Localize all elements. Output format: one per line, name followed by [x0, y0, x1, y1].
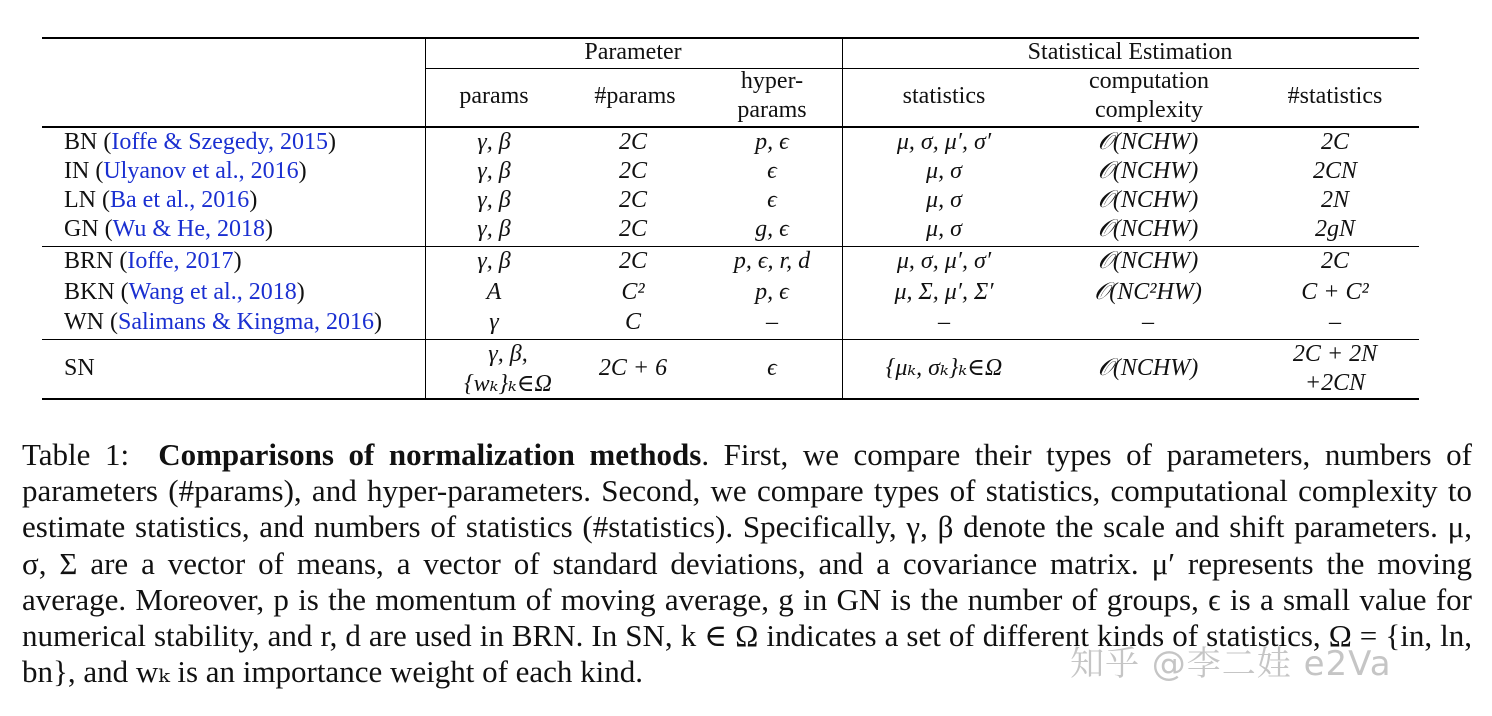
- method-name: LN (Ba et al., 2016): [64, 187, 258, 213]
- method-name: WN (Salimans & Kingma, 2016): [64, 309, 382, 335]
- method-abbrev: IN: [64, 158, 90, 184]
- sn-complexity: 𝒪(NCHW): [1097, 355, 1199, 381]
- cell-hyper: g, ϵ: [755, 216, 789, 242]
- col-header-hyper-line2: params: [737, 97, 807, 123]
- citation-link[interactable]: Ioffe, 2017: [127, 248, 234, 274]
- sn-statistics: {μₖ, σₖ}ₖ∈Ω: [885, 355, 1003, 381]
- cell-complexity: 𝒪(NCHW): [1097, 248, 1199, 274]
- cell-params: γ, β: [477, 216, 511, 242]
- cell-statistics: μ, σ: [926, 216, 962, 242]
- sn-params-line2: {wₖ}ₖ∈Ω: [464, 371, 552, 397]
- cell-num-params: 2C: [618, 248, 648, 274]
- cell-num-params: 2C: [618, 216, 648, 242]
- cell-statistics: –: [938, 309, 950, 335]
- caption-title: Comparisons of normalization methods: [158, 437, 702, 472]
- col-header-complexity-line2: complexity: [1095, 97, 1203, 123]
- bottom-rule: [42, 398, 1419, 400]
- section-rule-1: [42, 246, 1419, 247]
- sn-num-params: 2C + 6: [598, 355, 668, 381]
- cell-hyper: –: [766, 309, 778, 335]
- sn-method-name: SN: [64, 355, 95, 381]
- cell-complexity: 𝒪(NCHW): [1097, 129, 1199, 155]
- sn-num-statistics-line1: 2C + 2N: [1292, 341, 1378, 367]
- cell-complexity: 𝒪(NCHW): [1097, 216, 1199, 242]
- cell-complexity: –: [1142, 309, 1154, 335]
- cell-num-params: C: [624, 309, 642, 335]
- cell-statistics: μ, Σ, μ′, Σ′: [894, 279, 994, 305]
- cell-hyper: ϵ: [767, 158, 777, 184]
- cell-num-statistics: 2C: [1320, 248, 1350, 274]
- cell-params: γ, β: [477, 129, 511, 155]
- cell-params: A: [486, 279, 502, 305]
- cell-num-statistics: C + C²: [1301, 279, 1369, 305]
- citation-link[interactable]: Wang et al., 2018: [128, 279, 297, 305]
- cell-params: γ, β: [477, 248, 511, 274]
- cell-num-params: 2C: [618, 129, 648, 155]
- cell-num-statistics: 2CN: [1312, 158, 1358, 184]
- cell-num-params: C²: [621, 279, 645, 305]
- cell-hyper: p, ϵ, r, d: [733, 248, 811, 274]
- citation-link[interactable]: Wu & He, 2018: [112, 216, 266, 242]
- cell-statistics: μ, σ: [926, 187, 962, 213]
- method-abbrev: GN: [64, 216, 99, 242]
- cell-hyper: p, ϵ: [755, 279, 789, 305]
- col-header-params: params: [459, 83, 529, 109]
- cell-params: γ, β: [477, 187, 511, 213]
- group-header-statistical-estimation: Statistical Estimation: [1027, 39, 1233, 65]
- method-abbrev: BRN: [64, 248, 114, 274]
- citation-link[interactable]: Salimans & Kingma, 2016: [117, 309, 374, 335]
- col-header-num-statistics: #statistics: [1287, 83, 1383, 109]
- method-name: BN (Ioffe & Szegedy, 2015): [64, 129, 336, 155]
- col-header-statistics: statistics: [902, 83, 986, 109]
- cell-num-statistics: 2gN: [1314, 216, 1356, 242]
- method-abbrev: BN: [64, 129, 98, 155]
- group-rule: [425, 68, 1419, 69]
- method-abbrev: BKN: [64, 279, 115, 305]
- cell-statistics: μ, σ: [926, 158, 962, 184]
- sn-hyper: ϵ: [767, 355, 777, 381]
- cell-num-params: 2C: [618, 158, 648, 184]
- col-rule-2: [842, 38, 843, 399]
- method-abbrev: WN: [64, 309, 104, 335]
- watermark: 知乎 @李二娃 e2Va: [1070, 644, 1392, 684]
- cell-statistics: μ, σ, μ′, σ′: [896, 129, 992, 155]
- cell-complexity: 𝒪(NCHW): [1097, 187, 1199, 213]
- method-name: GN (Wu & He, 2018): [64, 216, 274, 242]
- section-rule-2: [42, 339, 1419, 340]
- caption-body: . First, we compare their types of parameters, numbers of parameters (#params), and hyper-parameters. Second, we compare types of statistics, computational complexity to estimate statistics, and numbers of statistics (#statistics). Specifically, γ, β denote the scale and shift parameters. μ, σ, Σ are a vector of means, a vector of standard deviations, and a covariance matrix. μ′ represents the moving average. Moreover, p is the momentum of moving average, g in GN is the number of groups, ϵ is a small value for numerical stability, and r, d are used in BRN. In SN, k ∈ Ω indicates a set of different kinds of statistics, Ω = {in, ln, bn}, and wₖ is an importance weight of each kind.: [22, 437, 1472, 690]
- method-name: IN (Ulyanov et al., 2016): [64, 158, 307, 184]
- cell-num-statistics: 2N: [1320, 187, 1350, 213]
- cell-complexity: 𝒪(NCHW): [1097, 158, 1199, 184]
- col-rule-1: [425, 38, 426, 399]
- cell-hyper: p, ϵ: [755, 129, 789, 155]
- sn-params-line1: γ, β,: [488, 341, 528, 367]
- method-name: BRN (Ioffe, 2017): [64, 248, 242, 274]
- citation-link[interactable]: Ulyanov et al., 2016: [103, 158, 299, 184]
- group-header-parameter: Parameter: [584, 39, 682, 65]
- method-abbrev: LN: [64, 187, 96, 213]
- cell-num-params: 2C: [618, 187, 648, 213]
- col-header-num-params: #params: [594, 83, 676, 109]
- cell-params: γ, β: [477, 158, 511, 184]
- cell-complexity: 𝒪(NC²HW): [1094, 279, 1202, 305]
- sn-num-statistics-line2: +2CN: [1304, 370, 1366, 396]
- caption-label: Table 1:: [22, 437, 130, 472]
- cell-statistics: μ, σ, μ′, σ′: [896, 248, 992, 274]
- cell-num-statistics: –: [1329, 309, 1341, 335]
- citation-link[interactable]: Ioffe & Szegedy, 2015: [111, 129, 328, 155]
- method-name: BKN (Wang et al., 2018): [64, 279, 305, 305]
- citation-link[interactable]: Ba et al., 2016: [110, 187, 250, 213]
- cell-params: γ: [489, 309, 499, 335]
- col-header-hyper-line1: hyper-: [740, 68, 804, 94]
- cell-hyper: ϵ: [767, 187, 777, 213]
- cell-num-statistics: 2C: [1320, 129, 1350, 155]
- col-header-complexity-line1: computation: [1089, 68, 1209, 94]
